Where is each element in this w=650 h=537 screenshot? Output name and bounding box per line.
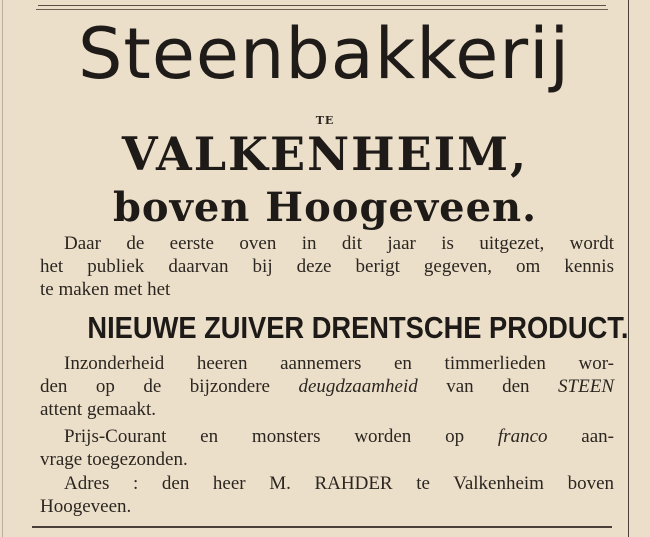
emphasis-deugdzaamheid: deugdzaamheid (298, 376, 418, 397)
ad-title: Steenbakkerij (77, 13, 571, 95)
body-line-2: het publiek daarvan bij deze berigt gegeven, om kennis (40, 256, 614, 277)
ad-location: boven Hoogeveen. (112, 184, 538, 231)
body-line-1: Daar de eerste oven in dit jaar is uitgezet, wordt (64, 233, 614, 254)
para3-line-2: vrage toegezonden. (40, 449, 188, 470)
column-rule (628, 0, 629, 537)
address-line-2: Hoogeveen. (40, 496, 132, 517)
product-heading: NIEUWE ZUIVER DRENTSCHE PRODUCT. (87, 310, 629, 345)
para2-line-1: Inzonderheid heeren aannemers en timmerlieden wor- (64, 353, 614, 374)
para2-line-3: attent gemaakt. (40, 399, 157, 420)
top-rule-inner (36, 9, 608, 10)
body-line-3: te maken met het (40, 279, 171, 300)
bottom-rule (32, 526, 612, 528)
para3-line-1: Prijs-Courant en monsters worden op franco aan- (64, 426, 614, 447)
emphasis-franco: franco (497, 426, 548, 447)
ad-te: TE (315, 114, 335, 127)
left-border (2, 0, 3, 537)
address-line-1: Adres : den heer M. RAHDER te Valkenheim boven (64, 473, 614, 494)
emphasis-steen: STEEN (558, 376, 614, 397)
para2-line-2: den op de bijzondere deugdzaamheid van den STEEN (40, 376, 614, 397)
ad-place: VALKENHEIM, (121, 127, 529, 181)
top-rule (38, 5, 606, 6)
